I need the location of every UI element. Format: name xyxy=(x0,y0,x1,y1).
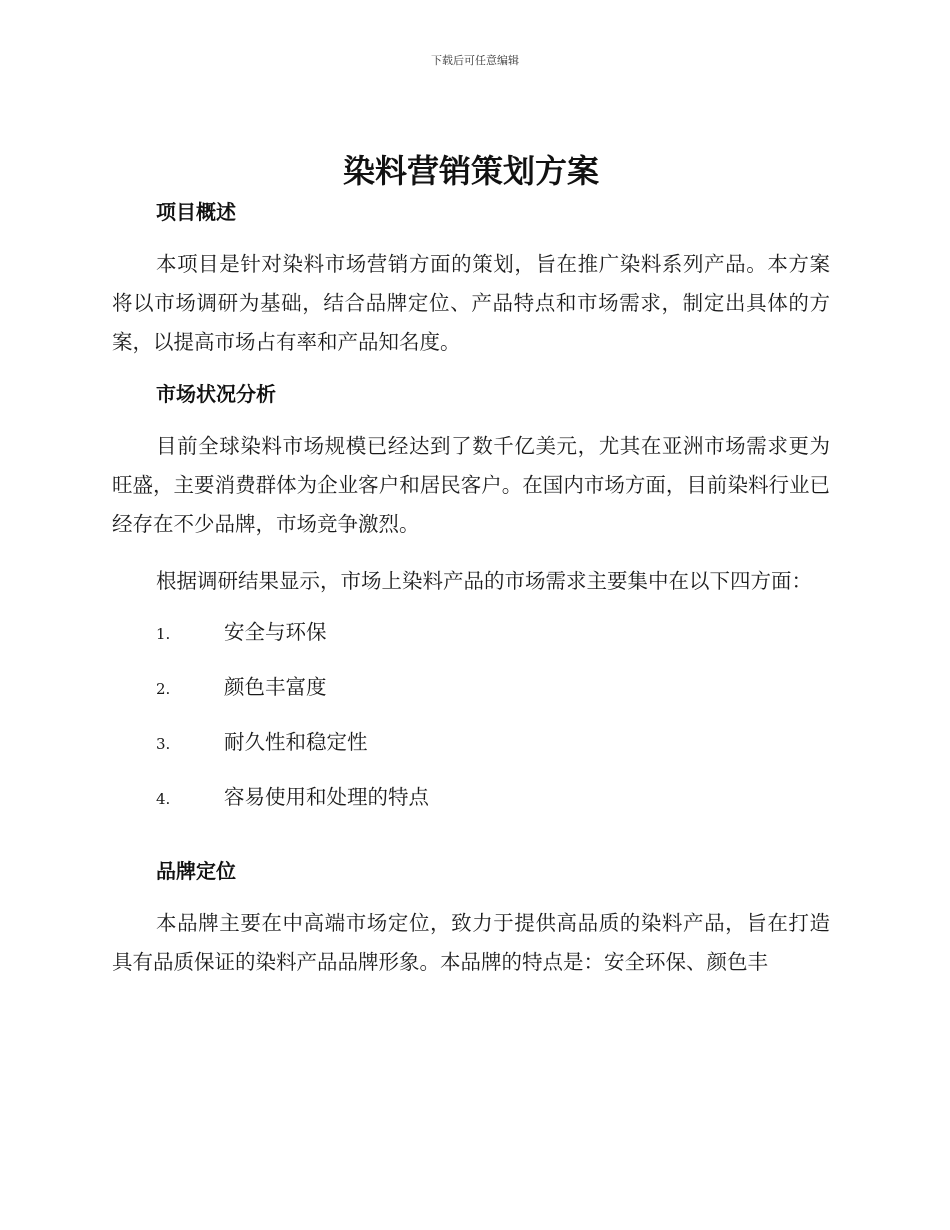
list-item-number: 2. xyxy=(156,680,171,698)
list-item xyxy=(156,784,830,839)
list-item-text: 容易使用和处理的特点 xyxy=(224,785,429,809)
section-heading-overview: 项目概述 xyxy=(156,200,236,224)
page-header-note: 下载后可任意编辑 xyxy=(431,54,519,67)
section-paragraph: 本项目是针对染料市场营销方面的策划，旨在推广染料系列产品。本方案将以市场调研为基础，结合品牌定位、产品特点和市场需求，制定出具体的方案，以提高市场占有率和产品知名度。 xyxy=(112,252,830,354)
demand-list xyxy=(156,619,830,839)
list-item-text: 颜色丰富度 xyxy=(224,675,327,699)
list-item-text: 耐久性和稳定性 xyxy=(224,730,368,754)
list-item xyxy=(156,619,830,674)
list-item xyxy=(156,729,830,784)
section-paragraph: 本品牌主要在中高端市场定位，致力于提供高品质的染料产品，旨在打造具有品质保证的染料产品品牌形象。本品牌的特点是：安全环保、颜色丰 xyxy=(112,911,830,974)
document-body xyxy=(112,148,830,1000)
section-paragraph: 目前全球染料市场规模已经达到了数千亿美元，尤其在亚洲市场需求更为旺盛，主要消费群体为企业客户和居民客户。在国内市场方面，目前染料行业已经存在不少品牌，市场竞争激烈。 xyxy=(112,434,830,536)
list-item xyxy=(156,674,830,729)
list-item-text: 安全与环保 xyxy=(224,620,327,644)
section-paragraph: 根据调研结果显示，市场上染料产品的市场需求主要集中在以下四方面： xyxy=(156,569,812,593)
document-title: 染料营销策划方案 xyxy=(342,152,599,190)
section-heading-brand-positioning: 品牌定位 xyxy=(156,859,236,883)
list-item-number: 3. xyxy=(156,735,171,753)
section-heading-market-analysis: 市场状况分析 xyxy=(156,382,276,406)
list-item-number: 4. xyxy=(156,790,171,808)
list-item-number: 1. xyxy=(156,625,171,643)
